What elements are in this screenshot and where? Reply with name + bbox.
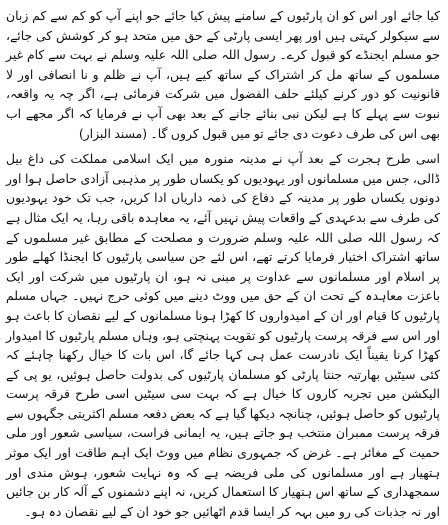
paragraph-2: اسی طرح ہجرت کے بعد آپ نے مدینہ منورہ میں ایک اسلامی مملکت کی داغ بیل ڈالی، جس میں مسلمانوں اور یہودیوں کو یکساں طور پر مذہبی آزادی حاصل ہوا اور دونوں یکساں طور پر مدینہ کے دفاع کی ذمہ داریاں ادا کریں، جب تک خود یہودیوں کی طرف سے بدعہدی کے واقعات پیش نہیں آئے، یہ معاہدہ باقی رہا، یہ ایک مثال ہے کہ رسول اللہ صلی اللہ علیہ وسلم ضرورت و مصلحت کے مطابق غیر مسلموں کے ساتھ اشتراک اختیار فرمایا کرتے تھے، اس لئے جن سیاسی پارٹیوں کا ایجنڈا کھلے طور پر اسلام اور مسلمانوں سے عداوت پر مبنی نہ ہو، ان پارٹیوں میں شرکت اور ایک باعزت معاہدہ کے تحت ان کے حق میں ووٹ دینے میں کوئی حرج نہیں۔ جہاں مسلم پارٹیوں کا قیام اور ان کے امیدواروں کا کھڑا ہونا مسلمانوں کے لیے نقصان کا باعث ہو اور اس سے فرقہ پرست پارٹیوں کو تقویت پہنچتی ہو، وہاں مسلم پارٹیوں کا امیدوار کھڑا کرنا یقیناً ایک نادرست عمل ہی کہا جائے گا، اس بات کا خیال رکھنا چاہئے کہ کئی سیٹیں بھارتیہ جنتا پارٹی کو مسلمان پارٹیوں کی بدولت حاصل ہوئیں، یو پی کے الیکشن میں تجربہ کاروں کا خیال ہے کہ بہت سی سیٹیں اسی طرح فرقہ پرست پارٹیوں کو حاصل ہوئیں، چنانچہ دیکھا گیا ہے کہ بعض دفعہ مسلم اکثریتی جگہوں سے فرقہ پرست ممبران منتخب ہو جاتے ہیں، یہ ایمانی فراست، سیاسی شعور اور ملی حمیت کے مغائر ہے۔ غرض کہ جمہوری نظام میں ووٹ ایک اہم طاقت اور ایک موثر ہتھیار ہے اور مسلمانوں کی ملی فریضہ ہے کہ وہ نہایت شعور، ہوش مندی اور سمجھداری کے ساتھ اس ہتھیار کا استعمال کریں، نہ اپنے دشمنوں کے آلہ کار بن جائیں اور نہ جذبات کی رو میں بہہ کر ایسا قدم اٹھائیں جو خود ان کے لیے نقصان دہ ہو۔: [6, 151, 440, 519]
paragraph-1: کیا جائے اور اس کو ان پارٹیوں کے سامنے پیش کیا جائے جو اپنے آپ کو کم سے کم زبان سے سیکولر کہتی ہیں اور پھر ایسی پارٹی کے حق میں متحد ہو کر کوشش کی جائے، جو مسلم ایجنڈے کو قبول کرے۔ رسول اللہ صلی اللہ علیہ وسلم نے بہت سے کام غیر مسلموں کے ساتھ مل کر اشتراک کے ساتھ کیے ہیں، آپ نے ظلم و نا انصافی اور لا قانونیت کو دور کرنے کیلئے حلف الفضول میں شرکت فرمائی ہے، اگر چہ یہ واقعہ، نبوت سے پہلے کا ہے لیکن نبی بنائے جانے کے بعد بھی آپ نے فرمایا کہ اگر مجھے اب بھی اس کی طرف دعوت دی جائے تو میں قبول کروں گا۔ (مسند البزار): [6, 8, 440, 141]
